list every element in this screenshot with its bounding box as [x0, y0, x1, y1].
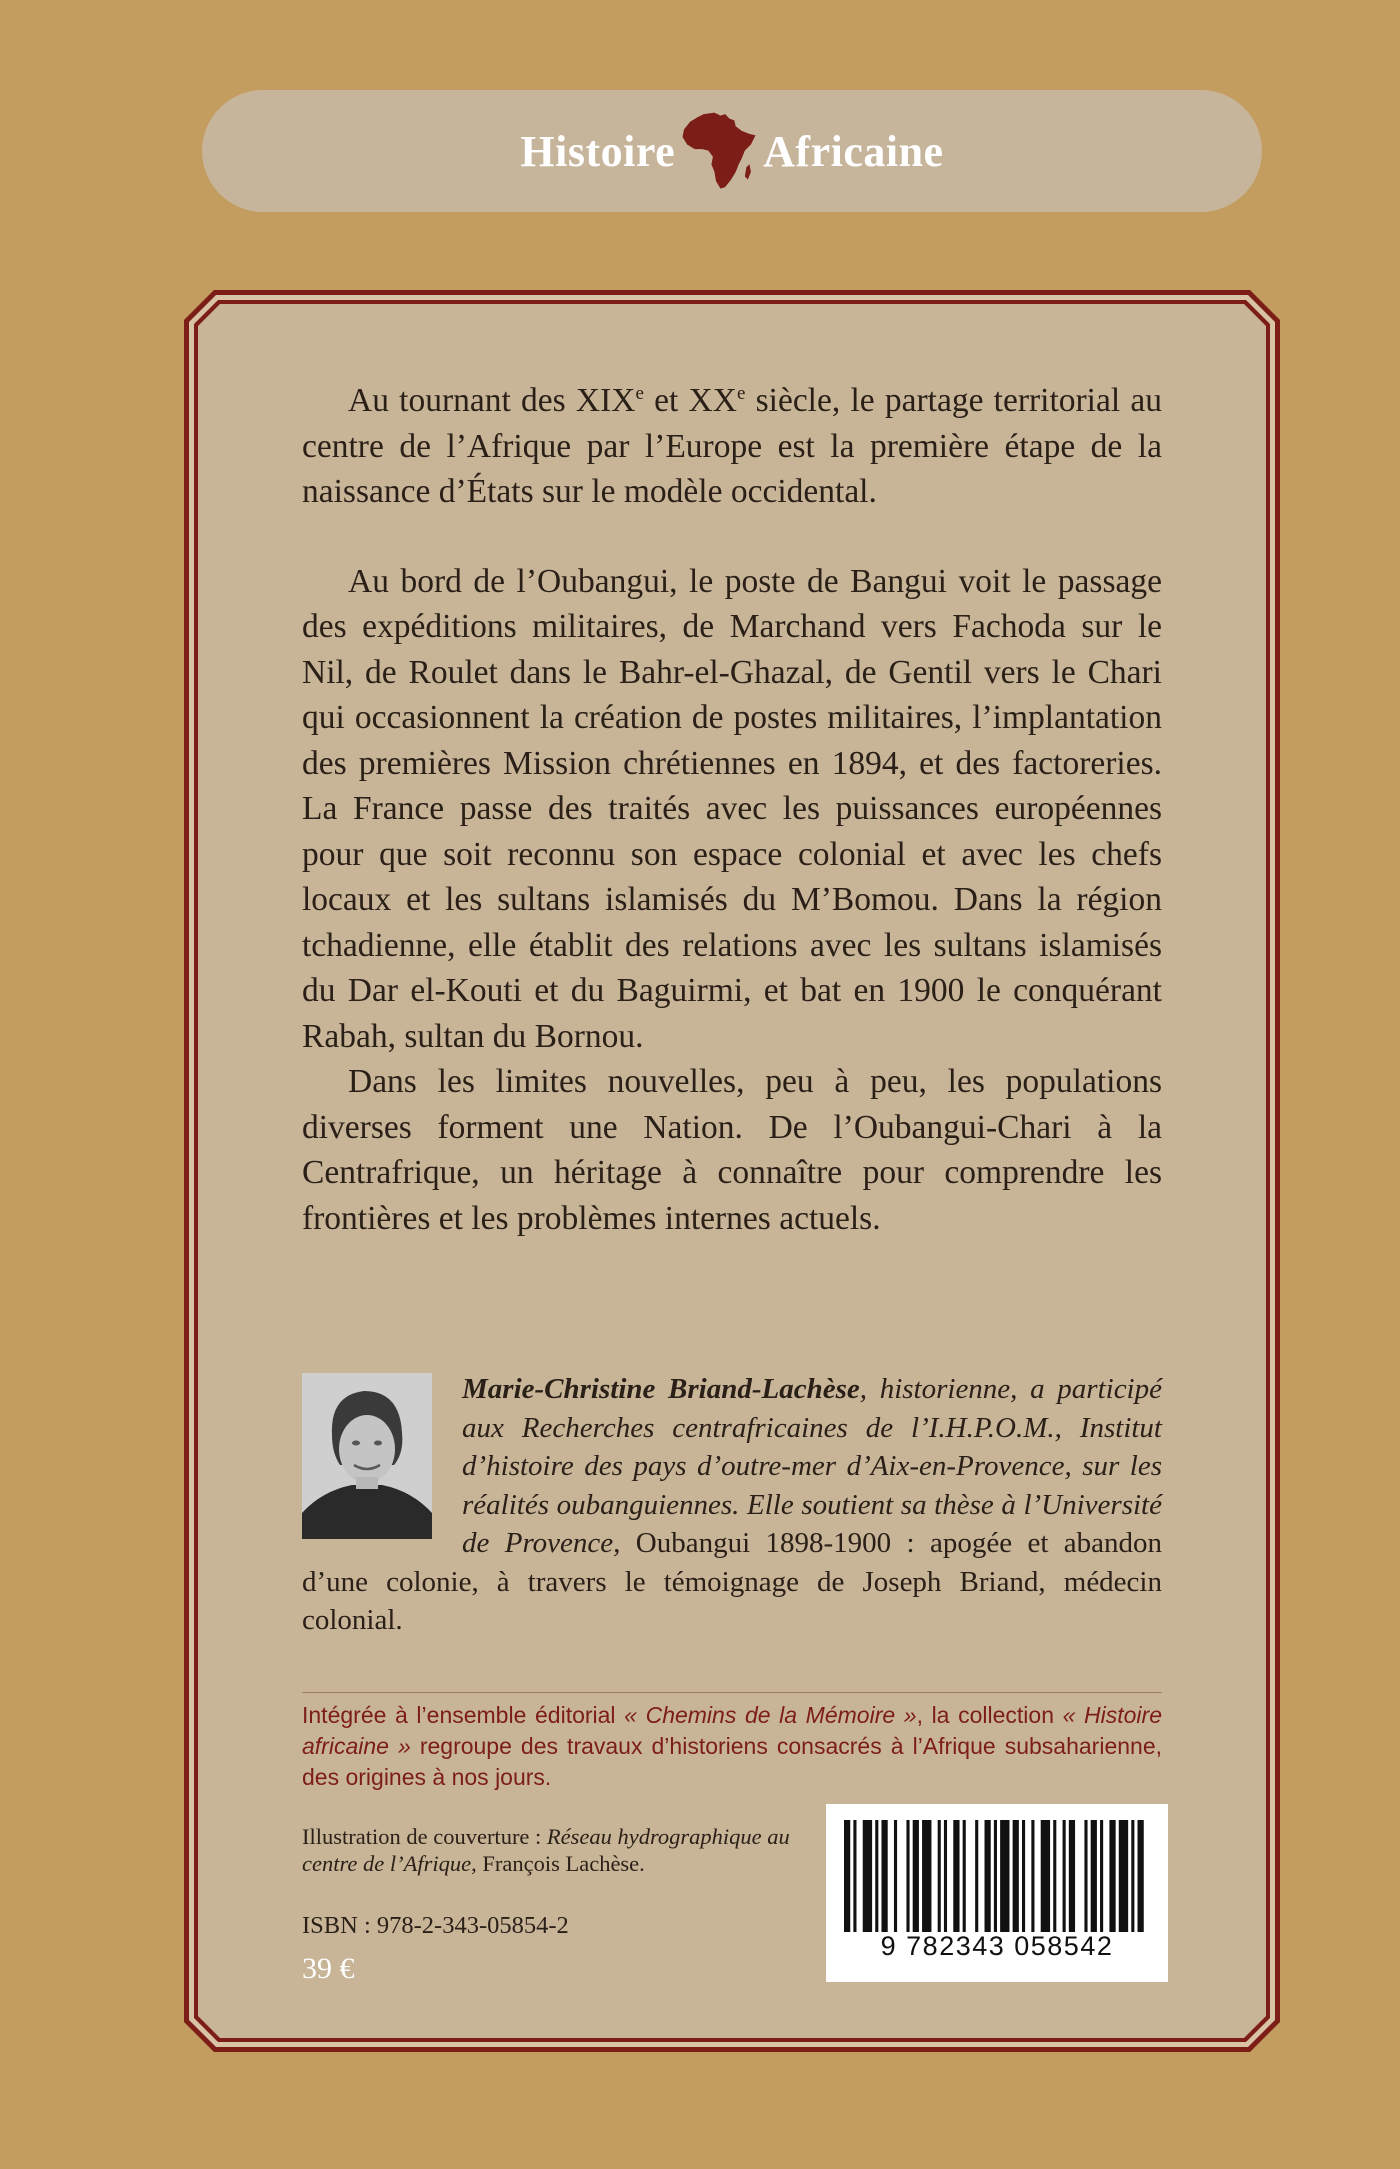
banner-word-africaine: Africaine	[763, 126, 944, 176]
price: 39 €	[302, 1952, 355, 1985]
collection-note: Intégrée à l’ensemble éditorial « Chemins de la Mémoire », la collection « Histoire africaine » regroupe des travaux d’historiens consacrés à l’Afrique subsaharienne, des origines à nos jours.	[302, 1702, 1163, 1790]
summary-paragraph-3: Dans les limites nouvelles, peu à peu, les populations diverses forment une Nation. De l’Oubangui-Chari à la Centrafrique, un héritage à connaître pour comprendre les frontières et les problèmes internes actuels.	[302, 1063, 1162, 1237]
author-bio-text: , historienne, a participé aux Recherches centrafricaines de l’I.H.P.O.M., Institut d’histoire des pays d’outre-mer d’Aix-en-Provence, sur les réalités oubanguiennes. Elle soutient sa thèse à l’Université de Provence,	[462, 1373, 1162, 1559]
africa-map-icon	[681, 111, 757, 191]
summary-text	[302, 378, 1162, 1241]
barcode	[826, 1804, 1168, 1982]
summary-paragraph-1: Au tournant des XIXe et XXe siècle, le partage territorial au centre de l’Afrique par l’Europe est la première étape de la naissance d’États sur le modèle occidental.	[302, 382, 1163, 510]
divider	[302, 1692, 1162, 1693]
barcode-bars	[844, 1820, 1150, 1936]
summary-paragraph-2: Au bord de l’Oubangui, le poste de Bangui voit le passage des expéditions militaires, de Marchand vers Fachoda sur le Nil, de Roulet dans le Bahr-el-Ghazal, de Gentil vers le Chari qui occasionnent la création de postes militaires, l’implantation des premières Mission chrétiennes en 1894, et des factoreries. La France passe des traités avec les puissances européennes pour que soit reconnu son espace colonial et avec les chefs locaux et les sultans islamisés du M’Bomou. Dans la région tchadienne, elle établit des relations avec les sultans islamisés du Dar el-Kouti et du Baguirmi, et bat en 1900 le conquérant Rabah, sultan du Bornou.	[302, 562, 1162, 1055]
isbn: ISBN : 978-2-343-05854-2	[302, 1912, 569, 1939]
cover-credit: Illustration de couverture : Réseau hydrographique au centre de l’Afrique, François Lachèse.	[302, 1824, 790, 1876]
author-bio	[302, 1370, 1162, 1640]
banner-word-histoire: Histoire	[520, 126, 676, 176]
thesis-title: Oubangui 1898-1900 : apogée et abandon d’une colonie, à travers le témoignage de Joseph Briand, médecin colonial.	[302, 1527, 1162, 1636]
collection-banner	[202, 90, 1262, 212]
barcode-digits: 9 782343 058542	[880, 1931, 1114, 1961]
author-photo	[302, 1373, 432, 1539]
author-name: Marie-Christine Briand-Lachèse	[462, 1373, 860, 1405]
